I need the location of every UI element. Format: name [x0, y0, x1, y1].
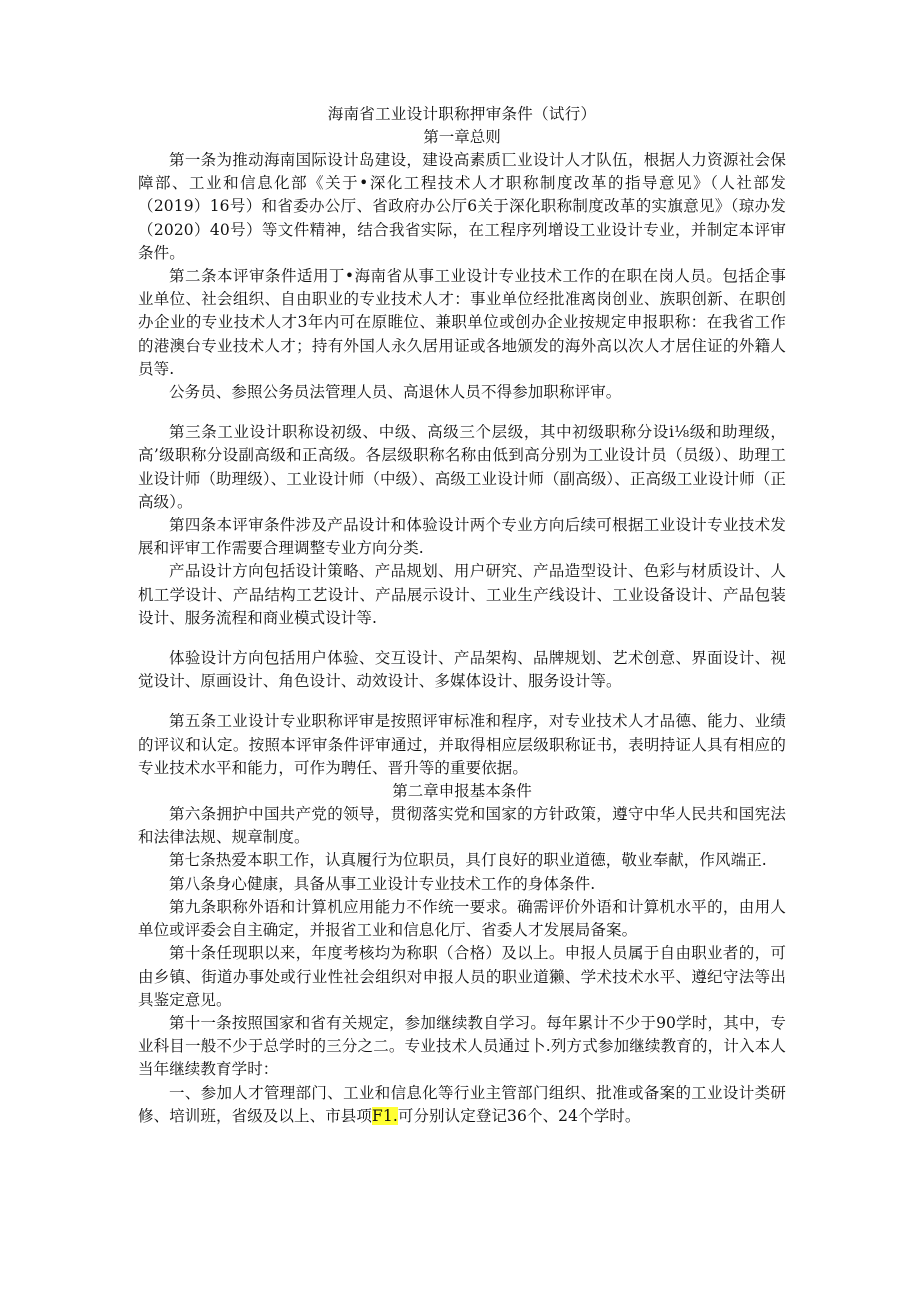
document-title: 海南省工业设计职称押审条件（试行）: [327, 105, 597, 123]
paragraph-article-11: 第十一条按照国家和省有关规定，参加继续教自学习。每年累计不少于90学时，其中，专业科目一般不少于总学时的三分之二。专业技术人员通过卜.列方式参加继续教育的，计入本人当年继续教育学时：: [138, 1013, 786, 1079]
chapter-heading-2: 第二章申报基本条件: [392, 782, 532, 801]
chapter-heading-1: 第一章总则: [423, 128, 501, 146]
highlighted-text: F1.: [372, 1106, 398, 1125]
paragraph-gap: [138, 630, 786, 647]
paragraph-article-6: 第六条拥护中国共产党的领导，贯彻落实党和国家的方针政策，遵守中华人民共和国宪法和法律法规、规章制度。: [138, 805, 786, 847]
paragraph-article-8: 第八条身心健康，具备从事工业设计专业技术工作的身体条件.: [169, 874, 596, 893]
paragraph-article-9: 第九条职称外语和计算机应用能力不作统一要求。确需评价外语和计算机水平的，由用人单位或评委会自主确定，并报省工业和信息化厅、省委人才发展局备案。: [138, 897, 786, 940]
paragraph-experience-design: 体验设计方向包括用户体验、交互设计、产品架构、品牌规划、艺术创意、界面设计、视觉设计、原画设计、角色设计、动效设计、多媒体设计、服务设计等。: [138, 649, 786, 691]
paragraph-article-2: 第二条本评审条件适用丁•海南省从事工业设计专业技术工作的在职在岗人员。包括企事业单位、社会组织、自由职业的专业技术人才：事业单位经批准离岗创业、族职创新、在职创办企业的专业技术人才3年内可在原睢位、兼职单位或创办企业按规定申报职称：在我省工作的港澳台专业技术人才；持有外国人永久居用证或各地颁发的海外高以次人才居住证的外籍人员等.: [138, 267, 786, 378]
paragraph-civil-servants: 公务员、参照公务员法管理人员、高退休人员不得参加职称评审。: [169, 383, 622, 402]
item-1-text-end: 可分别认定登记36个、24个学时。: [397, 1106, 641, 1125]
item-1-text-start: 一、参加人才管理部门、工业和信息化等行业主管部门组织、批准或备案的工业设计类研修、培训班，省级及以上、市县项: [138, 1083, 786, 1125]
paragraph-gap: [138, 404, 786, 421]
paragraph-gap: [138, 693, 786, 710]
paragraph-article-7: 第七条热爱本职工作，认真履行为位职员，具仃良好的职业道德，敬业奉献，作风端正.: [169, 851, 767, 870]
document-body: [138, 103, 786, 1128]
paragraph-article-5: 第五条工业设计专业职称评审是按照评审标准和程序，对专业技术人才品德、能力、业绩的评议和认定。按照本评审条件评审通过，并取得相应层级职称证书，表明持证人具有相应的专业技术水平和能力，可作为聘任、晋升等的重要依据。: [138, 712, 786, 777]
paragraph-product-design: 产品设计方向包括设计策略、产品规划、用户研究、产品造型设计、色彩与材质设计、人机工学设计、产品结构工艺设计、产品展示设计、工业生产线设计、工业设备设计、产品包装设计、服务流程和商业模式设计等.: [138, 562, 786, 627]
paragraph-article-1: 第一条为推动海南国际设计岛建设，建设高素质匸业设计人才队伍，根据人力资源社会保障部、工业和信息化部《关于•深化工程技术人才职称制度改革的指导意见》（人社部发（2019）16号）和省委办公厅、省政府办公厅6关于深化职称制度改革的实旗意见》（琼办发（2020）40号）等文件精神，结合我省实际，在工程序列增设工业设计专业，并制定本评审条件。: [138, 151, 786, 262]
paragraph-item-1: [138, 1082, 786, 1128]
paragraph-article-4: 第四条本评审条件涉及产品设计和体验设计两个专业方向后续可根据工业设计专业技术发展和评审工作需要合理调整专业方向分类.: [138, 516, 786, 558]
paragraph-article-10: 第十条任现职以来，年度考核均为称职（合格）及以上。申报人员属于自由职业者的，可由乡镇、街道办事处或行业性社会组织对申报人员的职业道獭、学术技术水平、遵纪守法等出具鉴定意见。: [138, 944, 786, 1009]
paragraph-article-3: 第三条工业设计职称设初级、中级、高级三个层级，其中初级职称分设i⅛级和助理级，高’级职称分设副高级和正高级。各层级职称名称由低到高分别为工业设计员（员级）、助理工业设计师（助理级）、工业设计师（中级）、高级工业设计师（副高级）、正高级工业设计师（正高级）。: [138, 423, 786, 511]
